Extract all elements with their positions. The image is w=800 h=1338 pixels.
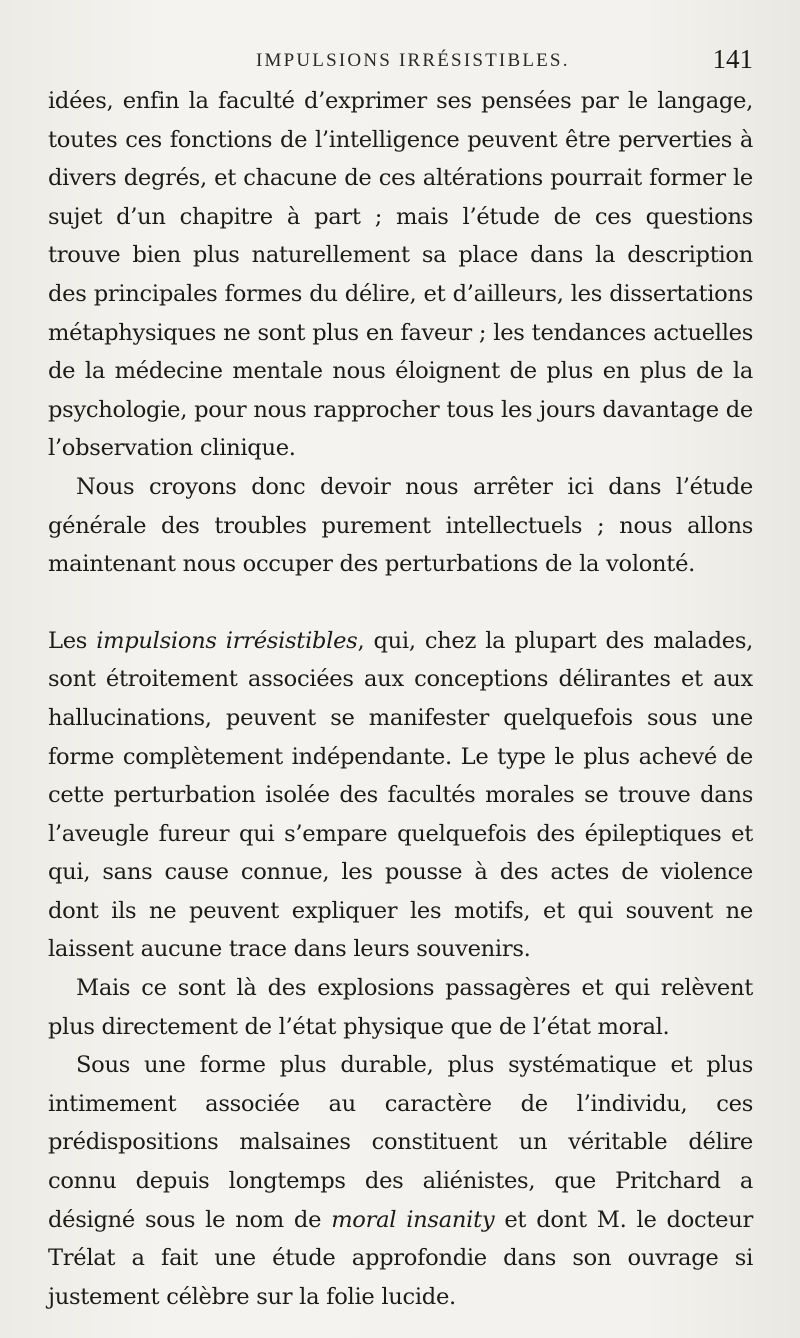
- paragraph-5-lead: Sous une forme plus durable, plus systématique et plus intimement associée au caractère de l’individu, ces prédispositions malsaines constituent un véritable délire connu depuis longtemps des aliénistes, que Pritchard a désigné sous le nom de: [48, 1052, 753, 1233]
- paragraph-2: [48, 468, 753, 584]
- paragraph-5-italic: moral insanity: [331, 1206, 495, 1233]
- paragraph-5-text: et dont M. le docteur Trélat a fait une étude approfondie dans son ouvrage si justement célèbre sur la folie lucide.: [48, 1206, 753, 1310]
- paragraph-3-italic: impulsions irrésistibles: [96, 627, 358, 654]
- running-title: IMPULSIONS IRRÉSISTIBLES.: [256, 50, 570, 71]
- paragraph-3: [48, 622, 753, 969]
- paragraph-3-text: , qui, chez la plupart des malades, sont étroitement associées aux conceptions délirantes et aux hallucinations, peuvent se manifester quelquefois sous une forme complètement indépendante. Le type le plus achevé de cette perturbation isolée des facultés morales se trouve dans l’aveugle fureur qui s’empare quelquefois des épileptiques et qui, sans cause connue, les pousse à des actes de violence dont ils ne peuvent expliquer les motifs, et qui souvent ne laissent aucune trace dans leurs souvenirs.: [48, 627, 753, 963]
- page-header: [48, 44, 753, 78]
- paragraph-4: [48, 969, 753, 1046]
- paragraph-2-text: Nous croyons donc devoir nous arrêter ici dans l’étude générale des troubles purement intellectuels ; nous allons maintenant nous occuper des perturbations de la volonté.: [48, 473, 753, 578]
- paragraph-5: [48, 1046, 753, 1316]
- page-number: 141: [712, 44, 753, 74]
- paragraph-1: [48, 82, 753, 468]
- paragraph-4-text: Mais ce sont là des explosions passagères et qui relèvent plus directement de l’état physique que de l’état moral.: [48, 975, 753, 1040]
- body-text: [48, 82, 753, 1316]
- paragraph-1-text: idées, enfin la faculté d’exprimer ses pensées par le langage, toutes ces fonctions de l’intelligence peuvent être perverties à divers degrés, et chacune de ces altérations pourrait former le sujet d’un chapitre à part ; mais l’étude de ces questions trouve bien plus naturellement sa place dans la description des principales formes du délire, et d’ailleurs, les dissertations métaphysiques ne sont plus en faveur ; les tendances actuelles de la médecine mentale nous éloignent de plus en plus de la psychologie, pour nous rapprocher tous les jours davantage de l’observation clinique.: [48, 88, 753, 462]
- paragraph-3-lead: Les: [48, 627, 97, 654]
